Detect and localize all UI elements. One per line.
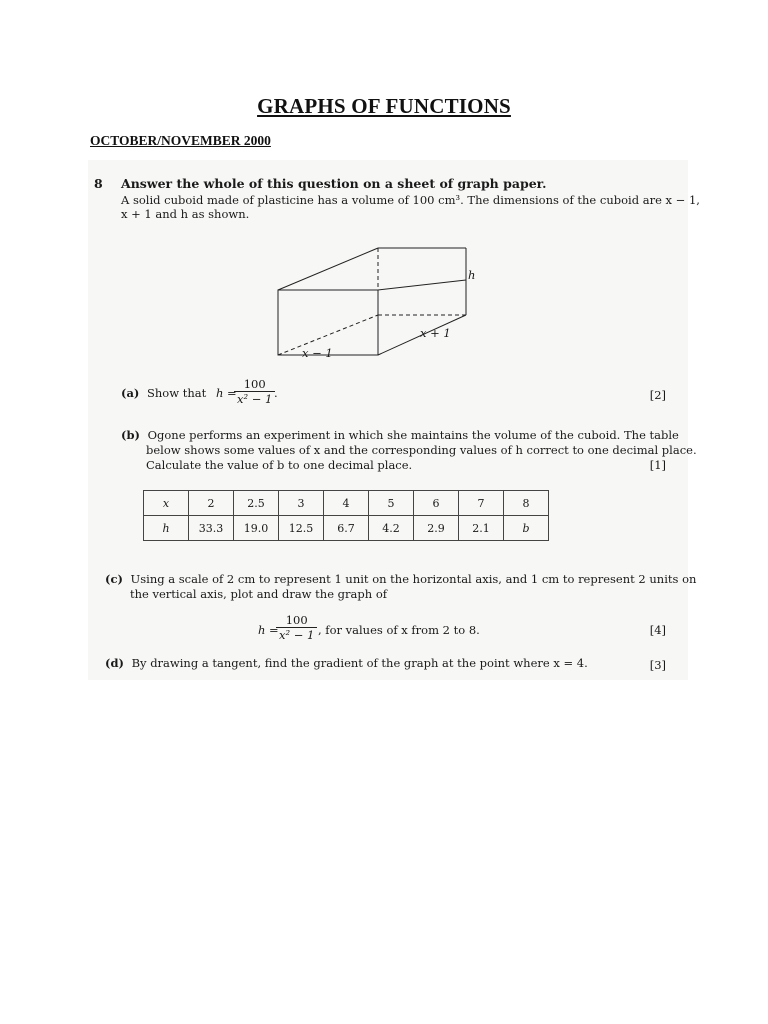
part-c: [105, 572, 696, 586]
part-a-text: Show that: [147, 386, 207, 400]
part-d-marks: [3]: [649, 658, 666, 672]
part-d-text: By drawing a tangent, find the gradient of the graph at the point where x = 4.: [131, 656, 588, 670]
question-heading: Answer the whole of this question on a sheet of graph paper.: [121, 176, 547, 191]
table-cell: 2.9: [414, 516, 459, 541]
part-c-line-1: Using a scale of 2 cm to represent 1 unit on the horizontal axis, and 1 cm to represent 2 units on: [130, 572, 697, 586]
part-b-line-2: below shows some values of x and the corresponding values of h correct to one decimal place.: [146, 443, 697, 457]
part-a-tail: .: [274, 386, 278, 400]
part-b: [121, 428, 679, 442]
part-a-lhs: h =: [216, 386, 237, 400]
cuboid-edge: [378, 280, 466, 290]
part-c-numerator: 100: [276, 613, 317, 628]
question-number: 8: [94, 176, 103, 191]
diagram-label-x-plus-1: x + 1: [420, 326, 451, 340]
part-b-marks: [1]: [649, 458, 666, 472]
diagram-label-h: h: [468, 268, 476, 282]
exam-session-heading: OCTOBER/NOVEMBER 2000: [90, 133, 271, 148]
part-a-numerator: 100: [234, 377, 275, 392]
table-cell: 12.5: [279, 516, 324, 541]
part-c-denominator: x² − 1: [279, 628, 315, 642]
part-d-label: (d): [105, 656, 124, 670]
table-row-label: x: [144, 491, 189, 516]
intro-line-1: A solid cuboid made of plasticine has a volume of 100 cm³. The dimensions of the cuboid are x − 1,: [121, 193, 700, 207]
table-cell: 7: [459, 491, 504, 516]
table-cell: 5: [369, 491, 414, 516]
part-d: [105, 656, 588, 670]
table-row-h: [144, 516, 549, 541]
part-c-label: (c): [105, 572, 123, 586]
diagram-label-x-minus-1: x − 1: [302, 346, 333, 360]
table-cell: 4.2: [369, 516, 414, 541]
part-c-tail: , for values of x from 2 to 8.: [318, 623, 480, 637]
table-cell: b: [504, 516, 549, 541]
part-b-line-1: Ogone performs an experiment in which she maintains the volume of the cuboid. The table: [147, 428, 679, 442]
part-a-fraction: [234, 377, 275, 406]
part-c-line-2: the vertical axis, plot and draw the graph of: [130, 587, 387, 601]
part-a-marks: [2]: [649, 388, 666, 402]
part-b-label: (b): [121, 428, 140, 442]
table-cell: 2.1: [459, 516, 504, 541]
table-cell: 2.5: [234, 491, 279, 516]
table-cell: 19.0: [234, 516, 279, 541]
page-title: GRAPHS OF FUNCTIONS: [257, 94, 511, 118]
table-cell: 3: [279, 491, 324, 516]
part-a: [121, 386, 206, 400]
table-cell: 4: [324, 491, 369, 516]
table-row-label: h: [144, 516, 189, 541]
scanned-question: [88, 160, 700, 680]
intro-line-2: x + 1 and h as shown.: [121, 207, 250, 221]
cuboid-edge: [278, 248, 378, 290]
table-cell: 6.7: [324, 516, 369, 541]
table-cell: 33.3: [189, 516, 234, 541]
part-c-lhs: h =: [258, 623, 279, 637]
table-row-x: [144, 491, 549, 516]
table-cell: 8: [504, 491, 549, 516]
part-a-denominator: x² − 1: [237, 392, 273, 406]
part-b-line-3: Calculate the value of b to one decimal place.: [146, 458, 413, 472]
table-cell: 2: [189, 491, 234, 516]
part-c-marks: [4]: [649, 623, 666, 637]
part-a-label: (a): [121, 386, 140, 400]
table-cell: 6: [414, 491, 459, 516]
values-table: [143, 490, 549, 541]
part-c-fraction: [276, 613, 317, 642]
